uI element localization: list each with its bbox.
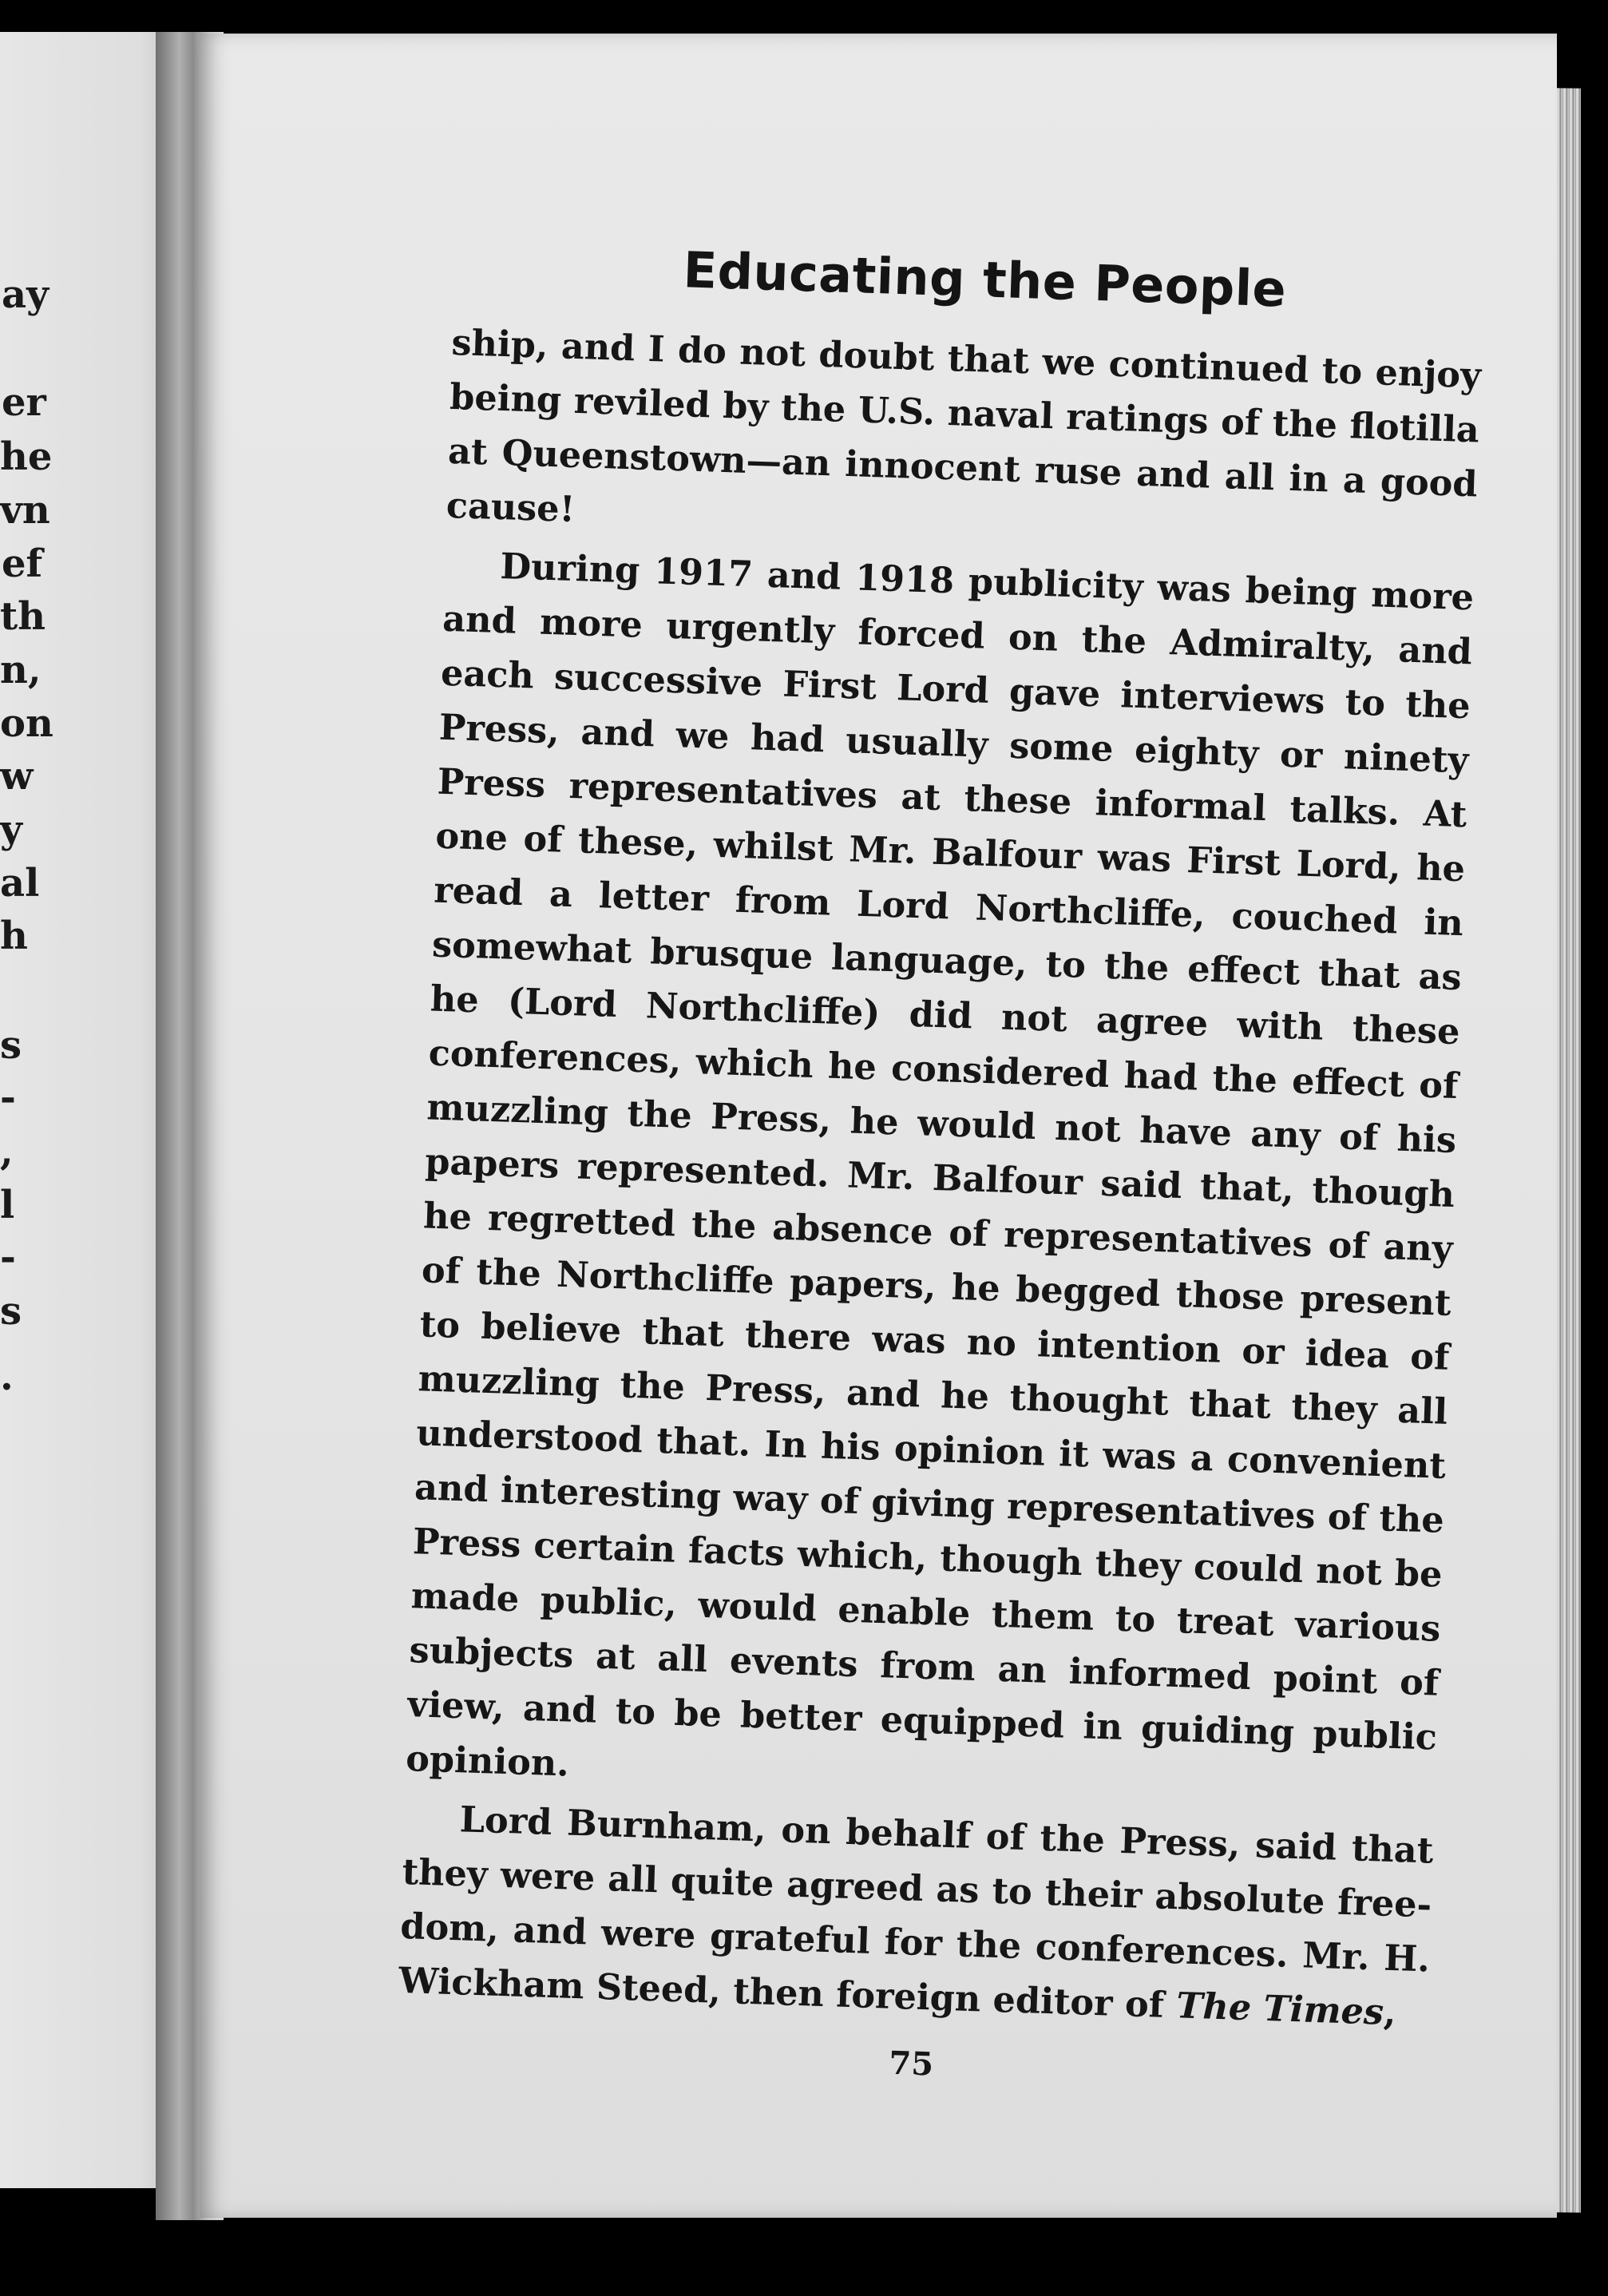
left-fragment: w: [0, 754, 34, 799]
left-fragment: s: [0, 1289, 22, 1334]
left-fragment: -: [0, 1235, 16, 1279]
running-head: Educating the People: [682, 240, 1288, 319]
left-fragment: ,: [0, 1129, 14, 1174]
paragraph: ship, and I do not doubt that we continued to enjoy being reviled by the U.S. naval ratings of the flotilla at Queenstown—an innocent ruse and all in a good cause!: [446, 321, 1482, 531]
left-fragment: ef: [2, 541, 43, 586]
left-fragment: n,: [0, 648, 42, 692]
left-fragment: ay: [2, 272, 49, 317]
left-fragment: he: [0, 434, 53, 479]
paragraph-text: ,: [1383, 1991, 1397, 2034]
left-fragment: al: [0, 861, 40, 906]
italic-title: The Times: [1175, 1985, 1384, 2033]
left-fragment: er: [2, 380, 46, 425]
page-content: [396, 233, 1484, 2099]
page-number: 75: [888, 2044, 934, 2084]
left-fragment: h: [0, 914, 28, 958]
paragraph: During 1917 and 1918 publicity was being more and more urgently forced on the Admiralty, and each successive First Lord gave interviews to the Press, and we had usually some eighty or ninety Press representatives at these informal talks. At one of these, whilst Mr. Balfour was First Lord, he read a letter from Lord Northcliffe, couched in somewhat brusque language, to the effect that as he (Lord Northcliffe) did not agree with these conferences, which he considered had the effect of muzzling the Press, he would not have any of his papers represented. Mr. Balfour said that, though he regretted the absence of representatives of any of the Northcliffe papers, he begged those present to believe that there was no intention or idea of muzzling the Press, and he thought that they all understood that. In his opinion it was a convenient and interesting way of giving representatives of the Press certain facts which, though they could not be made public, would enable them to treat various subjects at all events from an informed point of view, and to be better equipped in guiding public opinion.: [405, 545, 1475, 1785]
left-fragment: th: [0, 594, 46, 639]
left-fragment: on: [0, 701, 53, 746]
left-fragment: y: [0, 807, 22, 852]
left-fragment: l: [0, 1183, 15, 1227]
paragraph: [398, 1790, 1434, 2041]
left-fragment: vn: [0, 488, 50, 533]
left-fragment: s: [0, 1023, 22, 1068]
left-fragment: .: [0, 1354, 14, 1399]
book-page: [200, 34, 1557, 2218]
left-fragment: -: [0, 1075, 16, 1120]
paragraph-text: Lord Burnham, on behalf of the Press, said that they were all quite agreed as to their absolute freedom, and were grateful for the conferences. Mr. H. Wickham Steed, then foreign editor of: [398, 1798, 1435, 2027]
